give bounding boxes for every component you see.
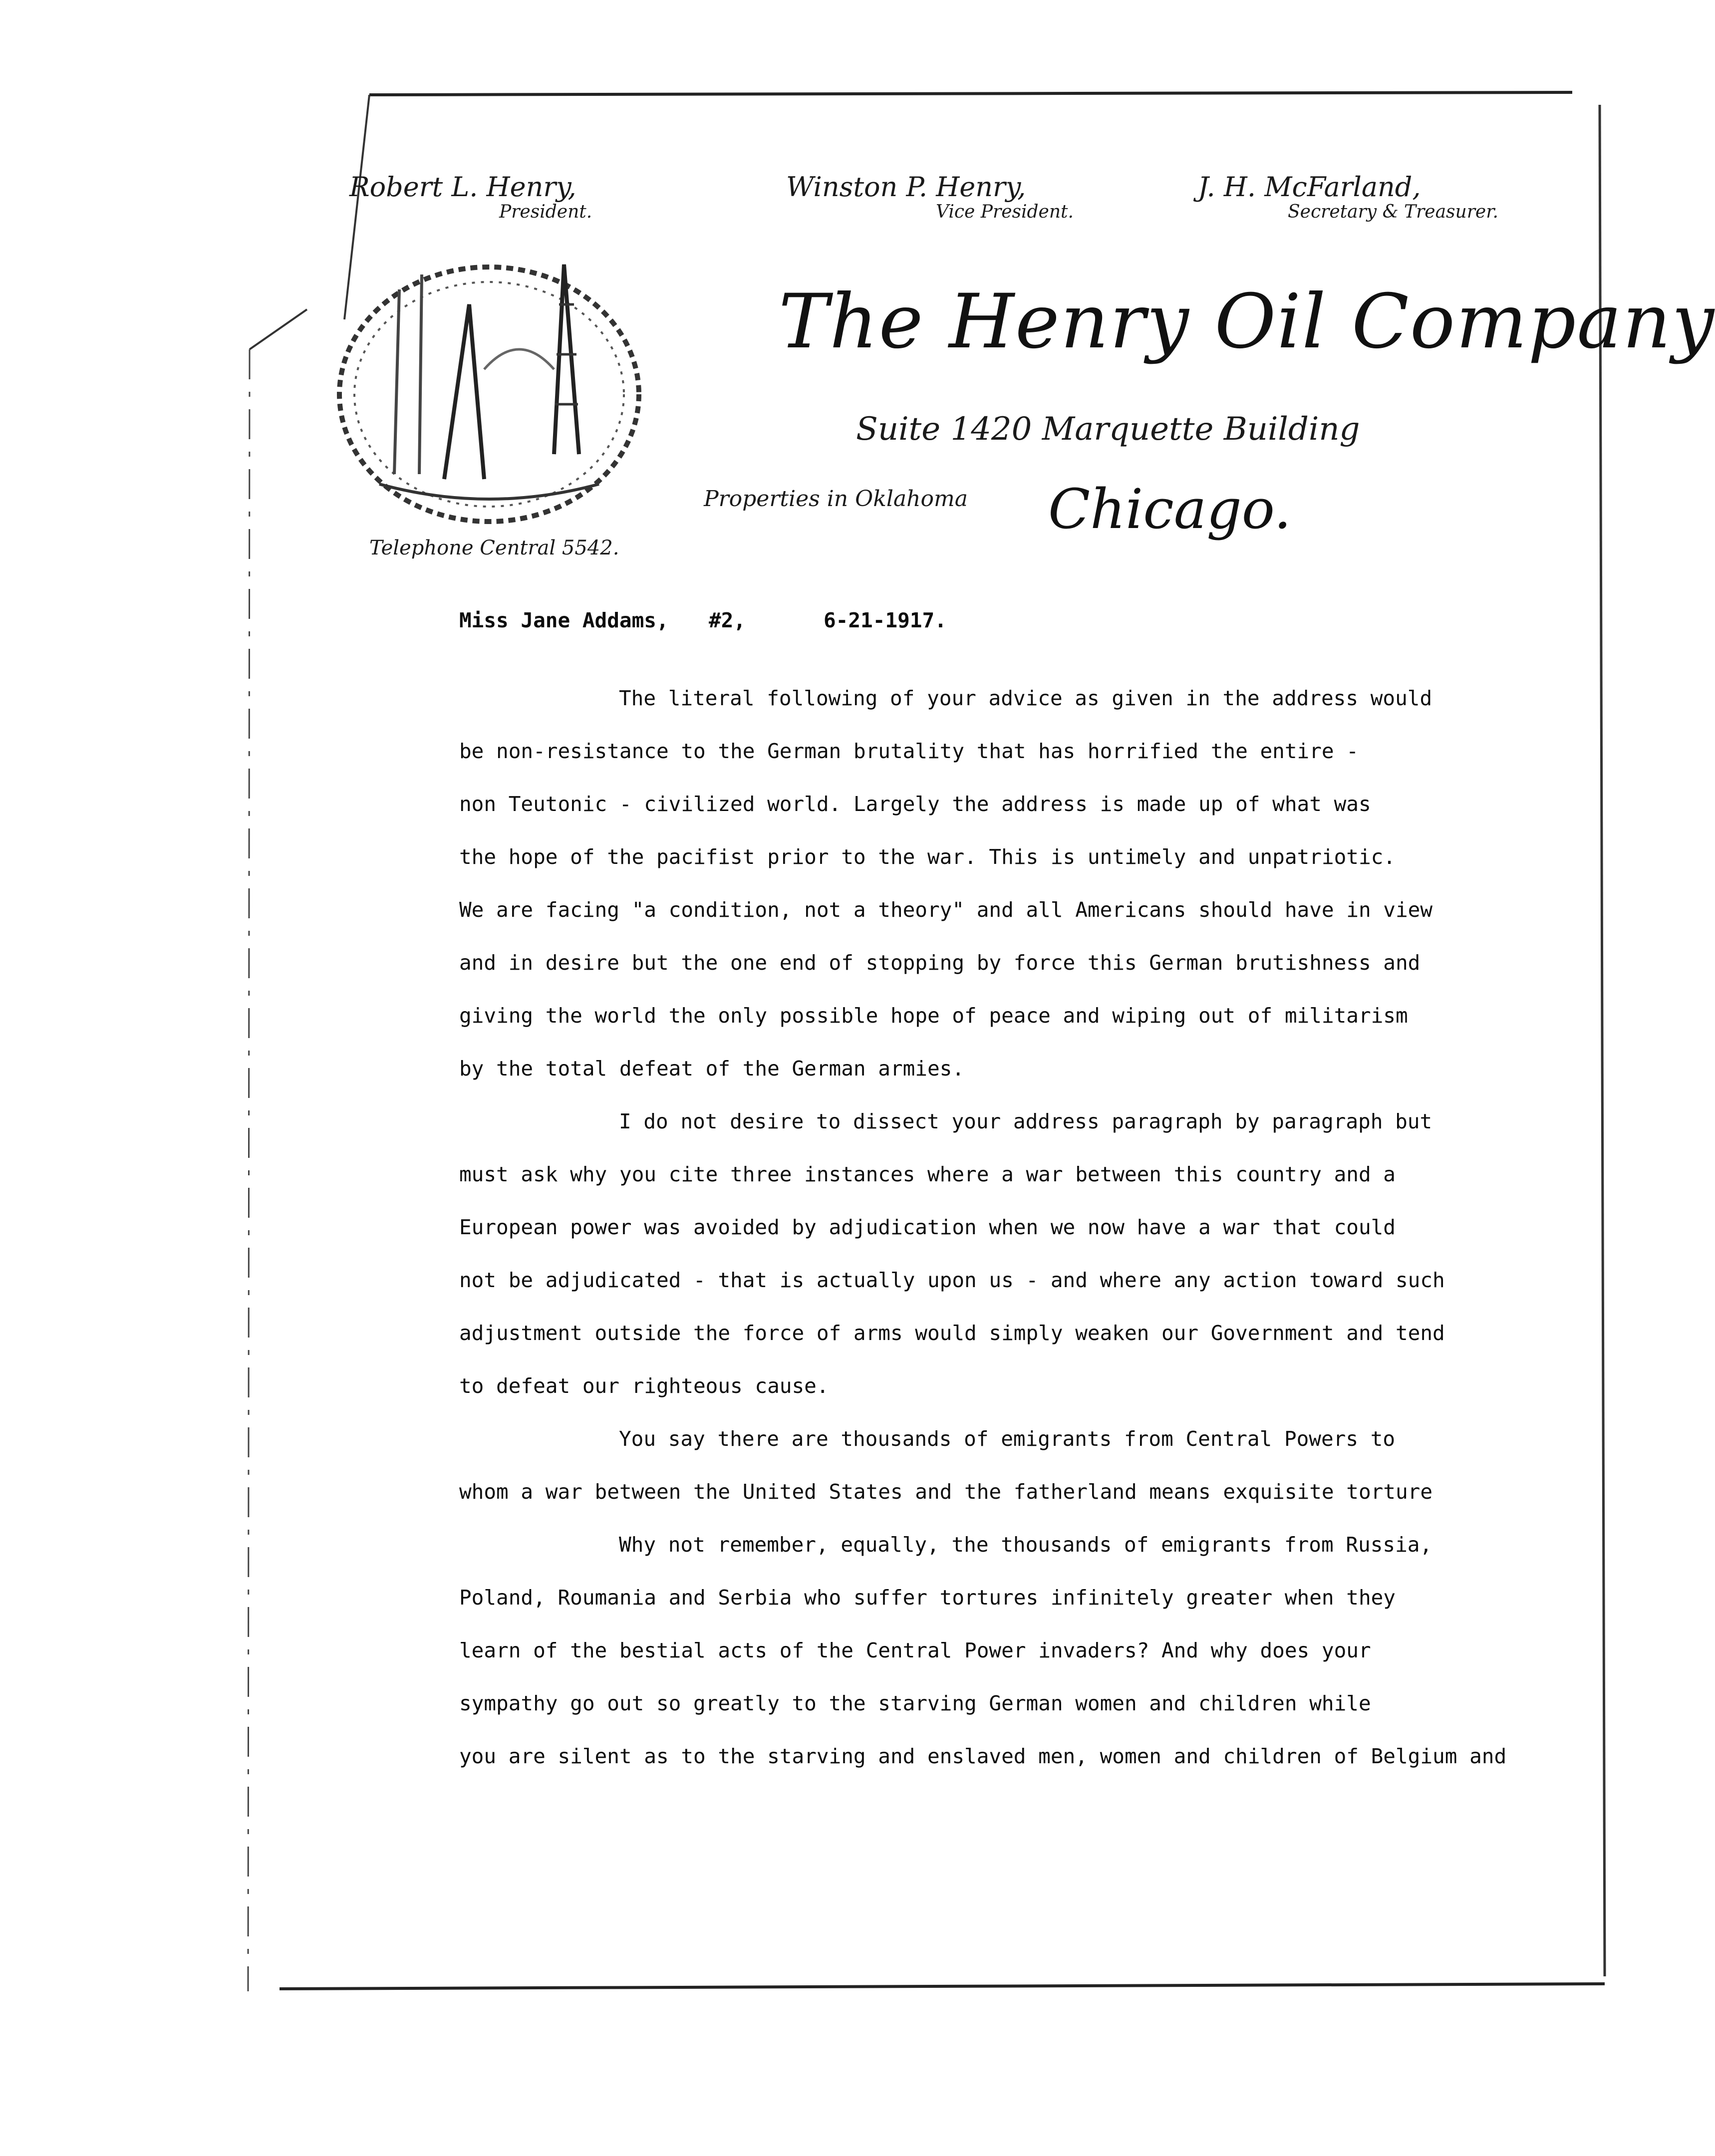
paragraph-line: The literal following of your advice as given in the address would	[619, 686, 1432, 710]
officer-vice-president	[786, 172, 1074, 222]
officer-president	[349, 172, 592, 222]
recipient-name: Miss Jane Addams,	[459, 608, 669, 632]
letter-paragraph	[459, 672, 1582, 1095]
letter-paragraph	[459, 1518, 1582, 1783]
paragraph-line: be non-resistance to the German brutality that has horrified the entire -	[459, 739, 1359, 763]
paragraph-line: We are facing "a condition, not a theory" and all Americans should have in view	[459, 898, 1433, 922]
paragraph-line: sympathy go out so greatly to the starving German women and children while	[459, 1691, 1371, 1715]
telephone-number: Telephone Central 5542.	[369, 537, 619, 559]
paragraph-line: whom a war between the United States and the fatherland means exquisite torture	[459, 1480, 1433, 1504]
paragraph-line: Why not remember, equally, the thousands of emigrants from Russia,	[619, 1533, 1432, 1557]
paragraph-line: learn of the bestial acts of the Central Power invaders? And why does your	[459, 1638, 1371, 1662]
paragraph-line: must ask why you cite three instances where a war between this country and a	[459, 1162, 1396, 1186]
officer-name: Winston P. Henry,	[786, 171, 1026, 203]
page-number: #2,	[709, 608, 746, 632]
officer-secretary-treasurer	[1198, 172, 1498, 222]
officer-name: Robert L. Henry,	[349, 171, 576, 203]
letter-body	[459, 594, 1582, 1783]
paragraph-line: the hope of the pacifist prior to the war. This is untimely and unpatriotic.	[459, 845, 1396, 869]
company-name: The Henry Oil Company	[779, 278, 1715, 365]
letter-paragraph	[459, 1412, 1582, 1518]
paragraph-line: to defeat our righteous cause.	[459, 1374, 829, 1398]
letter-paragraph	[459, 1095, 1582, 1412]
letter-date: 6-21-1917.	[824, 608, 947, 632]
paragraph-line: not be adjudicated - that is actually upon us - and where any action toward such	[459, 1268, 1445, 1292]
properties-location: Properties in Oklahoma	[704, 486, 968, 512]
paragraphs	[459, 672, 1582, 1783]
paragraph-line: European power was avoided by adjudication when we now have a war that could	[459, 1215, 1396, 1239]
officer-name: J. H. McFarland,	[1198, 171, 1421, 203]
paragraph-line: adjustment outside the force of arms would simply weaken our Government and tend	[459, 1321, 1445, 1345]
paragraph-line: Poland, Roumania and Serbia who suffer tortures infinitely greater when they	[459, 1586, 1396, 1610]
paragraph-line: non Teutonic - civilized world. Largely the address is made up of what was	[459, 792, 1371, 816]
company-address: Suite 1420 Marquette Building	[856, 411, 1360, 448]
paragraph-line: I do not desire to dissect your address paragraph by paragraph but	[619, 1109, 1432, 1133]
officer-role: President.	[499, 202, 592, 222]
paragraph-line: You say there are thousands of emigrants from Central Powers to	[619, 1427, 1396, 1451]
paragraph-line: by the total defeat of the German armies.	[459, 1057, 965, 1080]
paragraph-line: and in desire but the one end of stopping by force this German brutishness and	[459, 951, 1421, 975]
officer-role: Secretary & Treasurer.	[1288, 202, 1498, 222]
officer-role: Vice President.	[936, 202, 1074, 222]
reference-line	[459, 594, 1582, 647]
company-city: Chicago.	[1048, 477, 1292, 541]
paragraph-line: giving the world the only possible hope of peace and wiping out of militarism	[459, 1004, 1408, 1028]
oil-derrick-logo-icon	[319, 245, 659, 534]
paragraph-line: you are silent as to the starving and enslaved men, women and children of Belgium and	[459, 1744, 1507, 1768]
spacer	[459, 647, 1582, 672]
